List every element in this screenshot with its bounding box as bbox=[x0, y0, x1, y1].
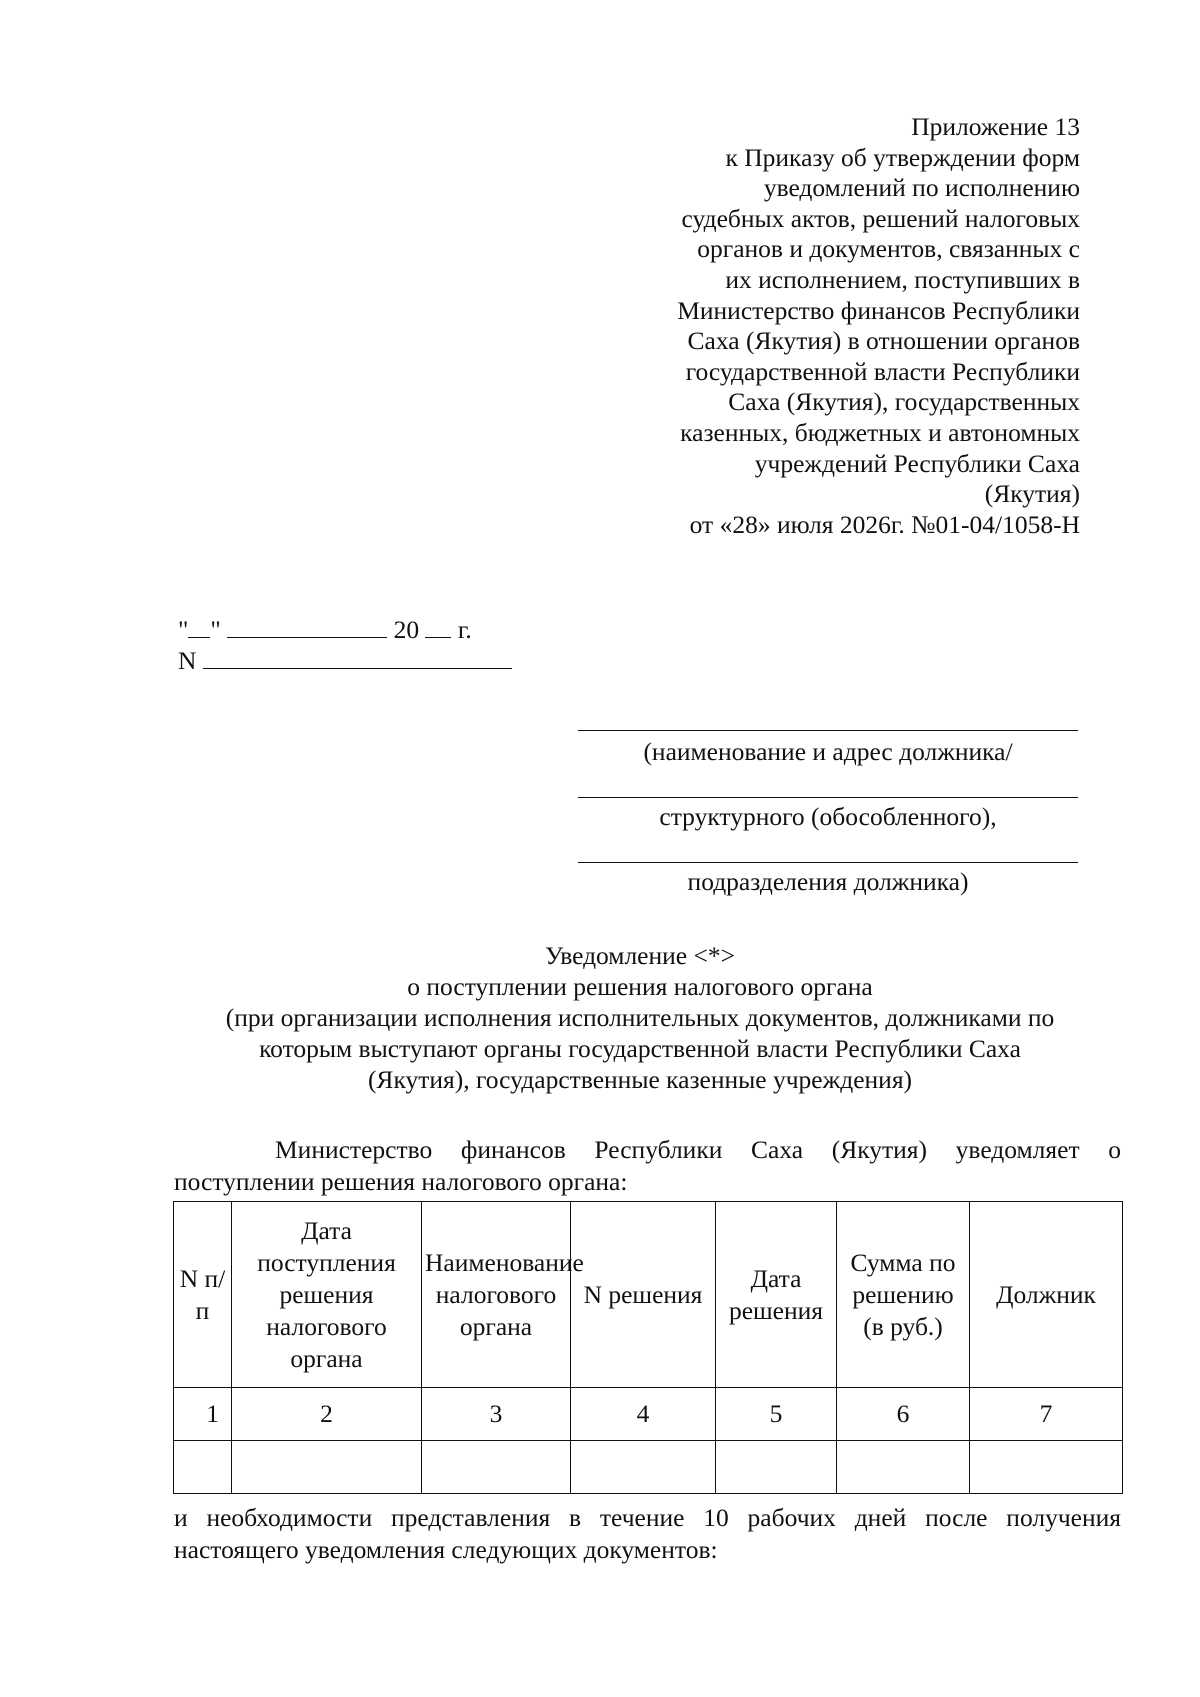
year-blank bbox=[425, 615, 451, 638]
appendix-line: к Приказу об утверждении форм bbox=[725, 142, 1080, 172]
appendix-line: от «28» июля 2026г. №01-04/1058-Н bbox=[689, 509, 1080, 539]
appendix-line: их исполнением, поступивших в bbox=[725, 264, 1080, 294]
date-line bbox=[178, 614, 512, 645]
table-cell: 4 bbox=[571, 1388, 716, 1441]
table-cell: 6 bbox=[837, 1388, 970, 1441]
intro-line: Министерство финансов Республики Саха (Якутия) уведомляет о bbox=[275, 1135, 1121, 1164]
number-line bbox=[178, 645, 512, 676]
decisions-table bbox=[173, 1201, 1123, 1494]
table-cell: 7 bbox=[970, 1388, 1123, 1441]
appendix-line: Приложение 13 bbox=[911, 112, 1080, 141]
table-header-cell: N п/п bbox=[174, 1202, 232, 1388]
title-line: о поступлении решения налогового органа bbox=[407, 972, 873, 1001]
table-header-cell: Должник bbox=[970, 1202, 1123, 1388]
table-header-cell: Сумма по решению (в руб.) bbox=[837, 1202, 970, 1388]
after-table-paragraph bbox=[174, 1502, 1121, 1566]
addressee-line bbox=[578, 797, 1078, 798]
intro-line: поступлении решения налогового органа: bbox=[174, 1167, 628, 1196]
table-cell bbox=[837, 1441, 970, 1494]
table-cell bbox=[422, 1441, 571, 1494]
addressee-caption: структурного (обособленного), bbox=[659, 802, 997, 831]
quote-open: " bbox=[178, 615, 189, 644]
appendix-line: судебных актов, решений налоговых bbox=[681, 203, 1080, 233]
number-label: N bbox=[178, 646, 197, 675]
table-cell bbox=[571, 1441, 716, 1494]
notice-title bbox=[160, 940, 1120, 1095]
after-table-line: и необходимости представления в течение 10 рабочих дней после получения bbox=[174, 1503, 1121, 1532]
table-header-cell: Наименование налогового органа bbox=[422, 1202, 571, 1388]
quote-close: " bbox=[210, 615, 221, 644]
table-row bbox=[174, 1441, 1123, 1494]
day-blank bbox=[188, 615, 210, 638]
title-line: которым выступают органы государственной власти Республики Саха bbox=[259, 1034, 1021, 1063]
appendix-line: казенных, бюджетных и автономных bbox=[680, 417, 1080, 447]
table-header-cell: Дата поступления решения налогового органа bbox=[232, 1202, 422, 1388]
title-line: Уведомление <*> bbox=[545, 941, 735, 970]
appendix-line: Саха (Якутия), государственных bbox=[728, 387, 1080, 417]
title-line: (Якутия), государственные казенные учреждения) bbox=[367, 1065, 913, 1094]
number-blank bbox=[203, 646, 512, 669]
table-cell: 2 bbox=[232, 1388, 422, 1441]
table-header-row bbox=[174, 1202, 1123, 1388]
title-line: (при организации исполнения исполнительных документов, должниками по bbox=[225, 1003, 1055, 1032]
table-cell: 3 bbox=[422, 1388, 571, 1441]
table-cell bbox=[232, 1441, 422, 1494]
appendix-line: (Якутия) bbox=[984, 479, 1080, 509]
appendix-line: органов и документов, связанных с bbox=[697, 234, 1080, 264]
table-cell: 1 bbox=[174, 1388, 232, 1441]
table-header-cell: Дата решения bbox=[716, 1202, 837, 1388]
date-number-block bbox=[178, 614, 512, 676]
table-cell bbox=[174, 1441, 232, 1494]
year-prefix: 20 bbox=[393, 615, 420, 644]
table-cell bbox=[970, 1441, 1123, 1494]
table-cell: 5 bbox=[716, 1388, 837, 1441]
intro-paragraph bbox=[174, 1134, 1121, 1198]
table-header-cell: N решения bbox=[571, 1202, 716, 1388]
table-cell bbox=[716, 1441, 837, 1494]
addressee-caption: подразделения должника) bbox=[687, 867, 969, 896]
appendix-line: Саха (Якутия) в отношении органов bbox=[687, 326, 1080, 356]
appendix-line: Министерство финансов Республики bbox=[677, 295, 1080, 325]
addressee-caption: (наименование и адрес должника/ bbox=[643, 737, 1013, 766]
appendix-line: уведомлений по исполнению bbox=[763, 173, 1080, 203]
after-table-line: настоящего уведомления следующих документов: bbox=[174, 1535, 718, 1564]
month-blank bbox=[227, 615, 387, 638]
table-column-number-row bbox=[174, 1388, 1123, 1441]
appendix-header bbox=[610, 112, 1080, 540]
appendix-line: государственной власти Республики bbox=[685, 356, 1080, 386]
addressee-line bbox=[578, 862, 1078, 863]
addressee-line bbox=[578, 730, 1078, 731]
year-suffix: г. bbox=[457, 615, 472, 644]
appendix-line: учреждений Республики Саха bbox=[754, 448, 1080, 478]
